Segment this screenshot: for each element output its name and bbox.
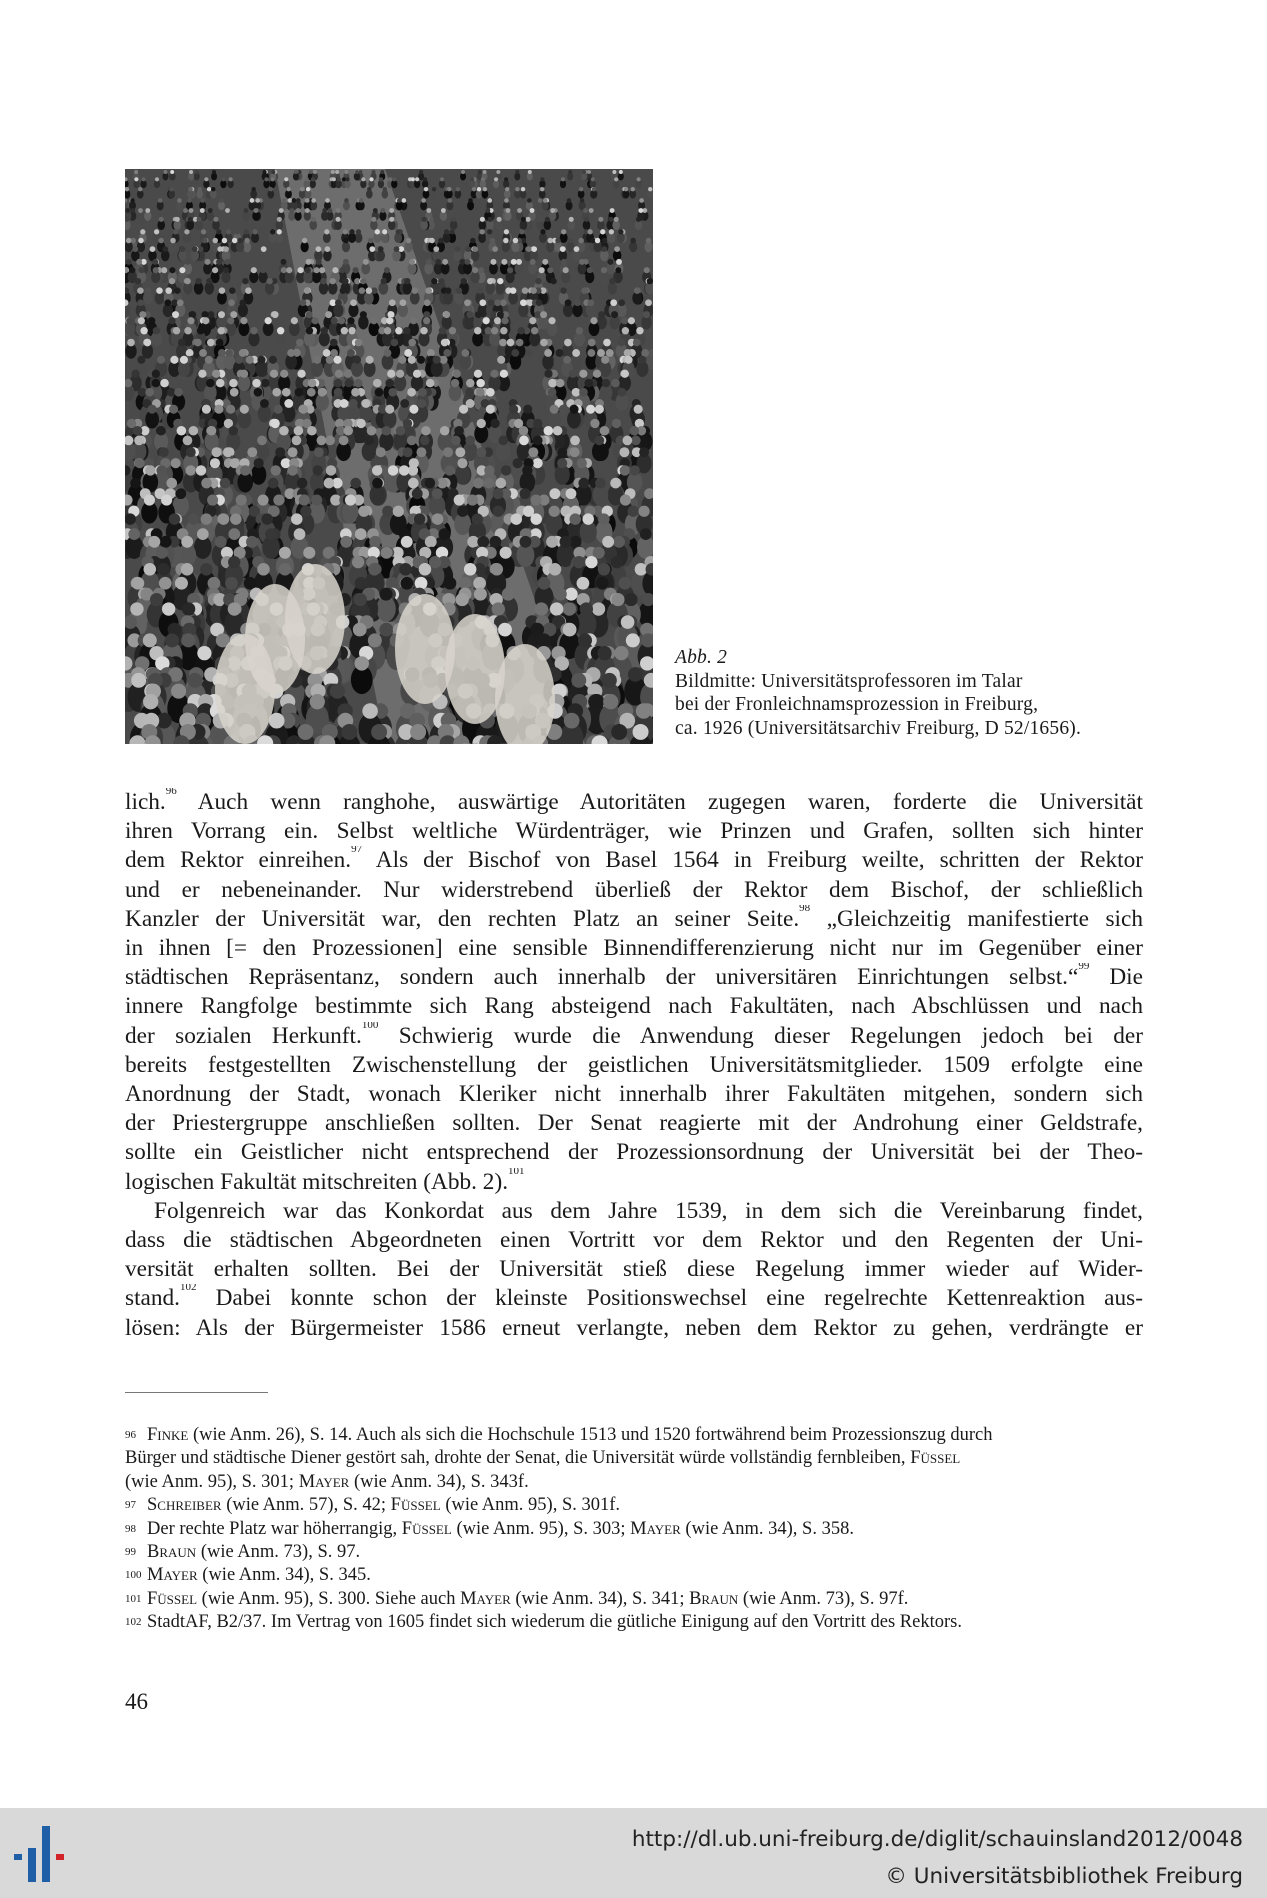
footnote-divider <box>125 1392 268 1393</box>
footnote: 97 Schreiber (wie Anm. 57), S. 42; Füssel (wie Anm. 95), S. 301f. <box>125 1494 1145 1517</box>
footnote-continuation: Bürger und städtische Diener gestört sah, drohte der Senat, die Universität würde vollständig fernbleiben, Füssel <box>125 1448 961 1469</box>
body-text <box>125 788 1143 1343</box>
body-line: lösen: Als der Bürgermeister 1586 erneut verlangte, neben dem Rektor zu gehen, verdrängte er <box>125 1314 1143 1341</box>
body-line: dass die städtischen Abgeordneten einen Vortritt vor dem Rektor und den Regenten der Uni- <box>125 1227 1143 1254</box>
body-line: und er nebeneinander. Nur widerstrebend überließ der Rektor dem Bischof, der schließlich <box>125 876 1143 903</box>
footnote: 102 StadtAF, B2/37. Im Vertrag von 1605 findet sich wiederum die gütliche Einigung auf den Vortritt des Rektors. <box>125 1611 1145 1634</box>
footnote-number: 99 <box>125 1546 136 1559</box>
body-line: dem Rektor einreihen.$^{97}$ Als der Bischof von Basel 1564 in Freiburg weilte, schritten der Rektor <box>125 846 1143 875</box>
footnote: 100 Mayer (wie Anm. 34), S. 345. <box>125 1564 1145 1587</box>
body-line: stand.$^{102}$ Dabei konnte schon der kleinste Positionswechsel eine regelrechte Kettenreaktion aus- <box>125 1284 1143 1313</box>
footer-copyright: © Universitätsbibliothek Freiburg <box>885 1864 1243 1889</box>
footnote-number: 98 <box>125 1522 136 1535</box>
body-line: der sozialen Herkunft.$^{100}$ Schwierig wurde die Anwendung dieser Regelungen jedoch bei der <box>125 1022 1143 1051</box>
footnote-number: 101 <box>125 1592 142 1605</box>
caption-line-1: Bildmitte: Universitätsprofessoren im Talar <box>675 670 1023 692</box>
footnote: 96 Finke (wie Anm. 26), S. 14. Auch als sich die Hochschule 1513 und 1520 fortwährend beim Prozessionszug durch <box>125 1424 1145 1447</box>
body-line: versität erhalten sollten. Bei der Universität stieß diese Regelung immer wieder auf Wider- <box>125 1256 1143 1283</box>
body-line: innere Rangfolge bestimmte sich Rang absteigend nach Fakultäten, nach Abschlüssen und nach <box>125 993 1143 1020</box>
footnote-ref: 99 <box>1078 963 1090 973</box>
body-line: bereits festgestellten Zwischenstellung der geistlichen Universitätsmitglieder. 1509 erfolgte eine <box>125 1051 1143 1078</box>
footnote-ref: 101 <box>508 1167 525 1177</box>
footer-url-link[interactable]: http://dl.ub.uni-freiburg.de/diglit/schauinsland2012/0048 <box>631 1827 1243 1852</box>
body-line: der Priestergruppe anschließen sollten. Der Senat reagierte mit der Androhung einer Geldstrafe, <box>125 1110 1143 1137</box>
footnote: 98 Der rechte Platz war höherrangig, Füssel (wie Anm. 95), S. 303; Mayer (wie Anm. 34), S. 358. <box>125 1518 1145 1541</box>
page-number: 46 <box>125 1689 148 1714</box>
footnote-ref: 97 <box>351 846 363 856</box>
footnote-number: 97 <box>125 1499 136 1512</box>
figure-caption <box>675 646 1235 740</box>
footnote-number: 102 <box>125 1616 142 1629</box>
caption-line-3: ca. 1926 (Universitätsarchiv Freiburg, D 52/1656). <box>675 717 1082 739</box>
photograph-image <box>125 169 653 744</box>
procession-photograph <box>125 169 653 744</box>
body-line: städtischen Repräsentanz, sondern auch innerhalb der universitären Einrichtungen selbst.“$^{99}$ Die <box>125 963 1143 992</box>
caption-line-2: bei der Fronleichnamsprozession in Freiburg, <box>675 694 1039 715</box>
figure-label: Abb. 2 <box>675 647 728 668</box>
body-line: Anordnung der Stadt, wonach Kleriker nicht innerhalb ihrer Fakultäten mitgehen, sondern sich <box>125 1081 1143 1108</box>
footnote-number: 100 <box>125 1569 142 1582</box>
footnote: 99 Braun (wie Anm. 73), S. 97. <box>125 1541 1145 1564</box>
body-line: in ihnen [= den Prozessionen] eine sensible Binnendifferenzierung nicht nur im Gegenüber einer <box>125 935 1143 962</box>
body-line: ihren Vorrang ein. Selbst weltliche Würdenträger, wie Prinzen und Grafen, sollten sich hinter <box>125 818 1143 845</box>
body-line: lich.$^{96}$ Auch wenn ranghohe, auswärtige Autoritäten zugegen waren, forderte die Universität <box>125 788 1143 817</box>
footer-bar <box>0 1808 1267 1898</box>
footnote-ref: 98 <box>799 904 811 914</box>
body-line: logischen Fakultät mitschreiten (Abb. 2).$^{101}$ <box>125 1168 1143 1197</box>
footnote-ref: 102 <box>180 1284 197 1294</box>
body-line: Kanzler der Universität war, den rechten Platz an seiner Seite.$^{98}$ „Gleichzeitig manifestierte sich <box>125 905 1143 934</box>
footnote-number: 96 <box>125 1429 136 1441</box>
footnote: 101 Füssel (wie Anm. 95), S. 300. Siehe auch Mayer (wie Anm. 34), S. 341; Braun (wie Anm. 73), S. 97f. <box>125 1588 1145 1611</box>
footnote-ref: 96 <box>165 788 177 797</box>
body-line: sollte ein Geistlicher nicht entsprechend der Prozessionsordnung der Universität bei der Theo- <box>125 1139 1143 1166</box>
footnotes <box>125 1424 1145 1635</box>
body-line: Folgenreich war das Konkordat aus dem Jahre 1539, in dem sich die Vereinbarung findet, <box>154 1197 1143 1224</box>
footnote-continuation: (wie Anm. 95), S. 301; Mayer (wie Anm. 34), S. 343f. <box>125 1471 529 1492</box>
ub-freiburg-logo-icon <box>8 1820 78 1890</box>
footnote-ref: 100 <box>361 1021 379 1031</box>
